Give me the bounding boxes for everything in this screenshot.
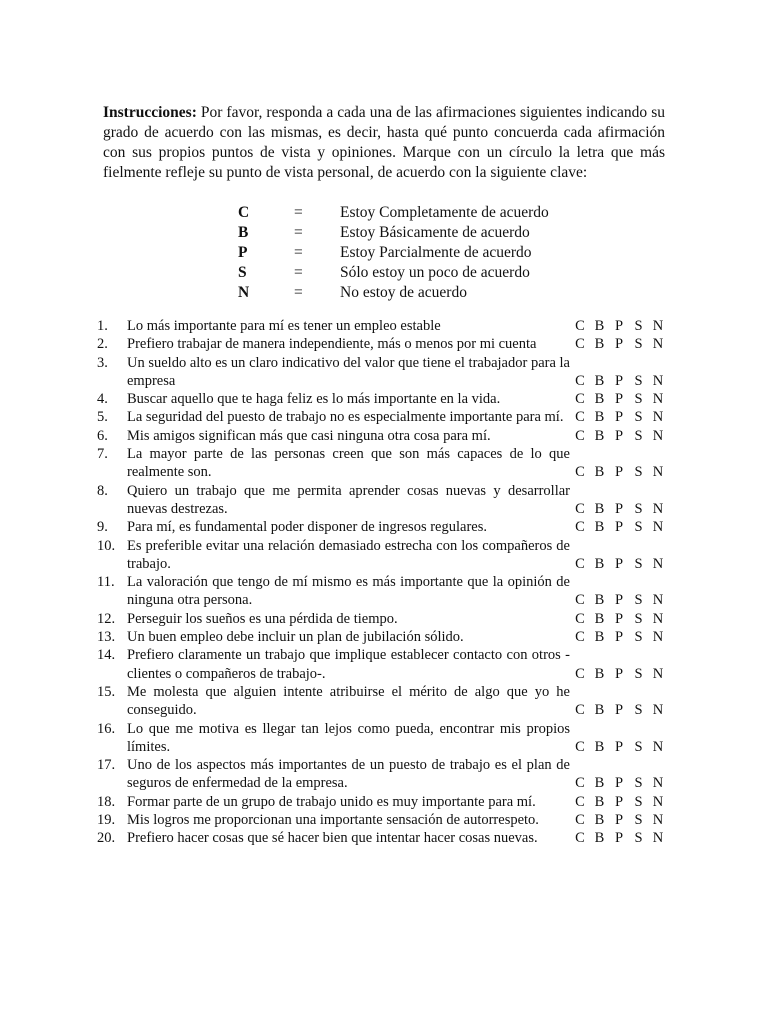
- key-definition: No estoy de acuerdo: [340, 284, 467, 301]
- option-s[interactable]: S: [634, 318, 643, 334]
- option-s[interactable]: S: [634, 372, 643, 389]
- list-item: [97, 610, 665, 628]
- option-n[interactable]: N: [652, 555, 664, 572]
- option-s[interactable]: S: [634, 427, 643, 444]
- option-s[interactable]: S: [634, 592, 643, 609]
- option-c[interactable]: C: [575, 830, 585, 847]
- option-p[interactable]: P: [614, 464, 624, 481]
- key-equals: =: [294, 224, 303, 241]
- item-number: 17.: [97, 757, 116, 774]
- item-number: 2.: [97, 336, 108, 353]
- option-p[interactable]: P: [614, 427, 624, 444]
- answer-options: [573, 335, 665, 353]
- item-text: Perseguir los sueños es una pérdida de tiempo.: [127, 610, 398, 627]
- key-row: [238, 263, 578, 283]
- answer-options: [573, 811, 665, 829]
- option-b[interactable]: B: [594, 812, 605, 829]
- option-n[interactable]: N: [652, 519, 664, 536]
- key-row: [238, 243, 578, 263]
- item-text: Buscar aquello que te haga feliz es lo más importante en la vida.: [127, 391, 501, 408]
- option-b[interactable]: B: [594, 464, 605, 481]
- option-p[interactable]: P: [614, 793, 624, 810]
- option-n[interactable]: N: [652, 702, 664, 719]
- questionnaire-page: [97, 103, 665, 847]
- option-p[interactable]: P: [614, 391, 624, 408]
- option-b[interactable]: B: [594, 629, 605, 646]
- item-number: 14.: [97, 647, 116, 664]
- item-text: Un buen empleo debe incluir un plan de jubilación sólido.: [127, 629, 464, 646]
- option-c[interactable]: C: [575, 812, 585, 829]
- option-s[interactable]: S: [634, 500, 643, 517]
- option-p[interactable]: P: [614, 738, 624, 755]
- key-letter: B: [238, 224, 249, 241]
- item-number: 11.: [97, 574, 115, 591]
- option-b[interactable]: B: [594, 592, 605, 609]
- option-b[interactable]: B: [594, 500, 605, 517]
- item-text: Un sueldo alto es un claro indicativo del valor que tiene el trabajador para la empresa: [127, 354, 570, 389]
- option-b[interactable]: B: [594, 775, 605, 792]
- item-text: Es preferible evitar una relación demasiado estrecha con los compañeros de trabajo.: [127, 537, 570, 572]
- option-s[interactable]: S: [634, 665, 643, 682]
- answer-options: [573, 427, 665, 445]
- item-text: Mis logros me proporcionan una importante sensación de autorrespeto.: [127, 812, 539, 829]
- list-item: [97, 720, 665, 757]
- option-p[interactable]: P: [614, 610, 624, 627]
- item-number: 16.: [97, 720, 116, 737]
- answer-options: [573, 390, 665, 408]
- answer-options: [573, 555, 665, 573]
- option-b[interactable]: B: [594, 555, 605, 572]
- list-item: [97, 445, 665, 482]
- item-number: 13.: [97, 629, 116, 646]
- option-s[interactable]: S: [634, 775, 643, 792]
- option-s[interactable]: S: [634, 610, 643, 627]
- key-row: [238, 283, 578, 303]
- option-b[interactable]: B: [594, 793, 605, 810]
- option-p[interactable]: P: [614, 318, 624, 334]
- item-number: 6.: [97, 427, 108, 444]
- item-text: Mis amigos significan más que casi ninguna otra cosa para mí.: [127, 427, 491, 444]
- option-n[interactable]: N: [652, 318, 664, 334]
- list-item: [97, 793, 665, 811]
- answer-options: [573, 628, 665, 646]
- key-equals: =: [294, 284, 303, 301]
- item-text: Para mí, es fundamental poder disponer de ingresos regulares.: [127, 519, 487, 536]
- answer-options: [573, 317, 665, 335]
- option-p[interactable]: P: [614, 500, 624, 517]
- list-item: [97, 427, 665, 445]
- item-text: Lo que me motiva es llegar tan lejos como pueda, encontrar mis propios límites.: [127, 720, 570, 755]
- key-row: [238, 203, 578, 223]
- option-n[interactable]: N: [652, 793, 664, 810]
- option-s[interactable]: S: [634, 629, 643, 646]
- option-p[interactable]: P: [614, 812, 624, 829]
- key-equals: =: [294, 244, 303, 261]
- option-p[interactable]: P: [614, 592, 624, 609]
- key-definition: Estoy Básicamente de acuerdo: [340, 224, 530, 241]
- option-s[interactable]: S: [634, 391, 643, 408]
- option-n[interactable]: N: [652, 830, 664, 847]
- option-s[interactable]: S: [634, 738, 643, 755]
- option-n[interactable]: N: [652, 464, 664, 481]
- option-n[interactable]: N: [652, 738, 664, 755]
- answer-options: [573, 463, 665, 481]
- answer-options: [573, 591, 665, 609]
- item-text: Uno de los aspectos más importantes de un puesto de trabajo es el plan de seguros de enfermedad de la empresa.: [127, 757, 570, 792]
- key-definition: Estoy Completamente de acuerdo: [340, 204, 549, 221]
- option-c[interactable]: C: [575, 372, 585, 389]
- option-b[interactable]: B: [594, 610, 605, 627]
- key-definition: Estoy Parcialmente de acuerdo: [340, 244, 532, 261]
- option-c[interactable]: C: [575, 555, 585, 572]
- answer-options: [573, 518, 665, 536]
- option-s[interactable]: S: [634, 793, 643, 810]
- option-b[interactable]: B: [594, 336, 605, 353]
- item-text: La mayor parte de las personas creen que son más capaces de lo que realmente son.: [127, 446, 570, 481]
- instructions-label: Instrucciones:: [103, 104, 197, 121]
- option-n[interactable]: N: [652, 629, 664, 646]
- answer-key: [238, 203, 578, 303]
- item-number: 15.: [97, 683, 116, 700]
- item-text: La valoración que tengo de mí mismo es más importante que la opinión de ninguna otra persona.: [127, 574, 570, 609]
- item-number: 8.: [97, 482, 108, 499]
- item-number: 20.: [97, 830, 116, 847]
- option-s[interactable]: S: [634, 464, 643, 481]
- answer-options: [573, 829, 665, 847]
- option-b[interactable]: B: [594, 830, 605, 847]
- option-c[interactable]: C: [575, 629, 585, 646]
- answer-options: [573, 793, 665, 811]
- option-n[interactable]: N: [652, 427, 664, 444]
- option-p[interactable]: P: [614, 336, 624, 353]
- key-letter: P: [238, 244, 248, 261]
- option-p[interactable]: P: [614, 372, 624, 389]
- option-c[interactable]: C: [575, 427, 585, 444]
- list-item: [97, 573, 665, 610]
- option-c[interactable]: C: [575, 464, 585, 481]
- instructions-paragraph: [103, 103, 665, 183]
- list-item: [97, 756, 665, 793]
- option-c[interactable]: C: [575, 665, 585, 682]
- item-number: 7.: [97, 446, 108, 463]
- list-item: [97, 390, 665, 408]
- item-number: 19.: [97, 812, 116, 829]
- option-b[interactable]: B: [594, 519, 605, 536]
- item-text: Prefiero hacer cosas que sé hacer bien que intentar hacer cosas nuevas.: [127, 830, 538, 847]
- option-n[interactable]: N: [652, 610, 664, 627]
- key-row: [238, 223, 578, 243]
- option-c[interactable]: C: [575, 775, 585, 792]
- list-item: [97, 408, 665, 426]
- answer-options: [573, 738, 665, 756]
- list-item: [97, 683, 665, 720]
- answer-options: [573, 500, 665, 518]
- option-s[interactable]: S: [634, 702, 643, 719]
- list-item: [97, 537, 665, 574]
- option-n[interactable]: N: [652, 500, 664, 517]
- option-b[interactable]: B: [594, 665, 605, 682]
- option-b[interactable]: B: [594, 391, 605, 408]
- item-text: Me molesta que alguien intente atribuirse el mérito de algo que yo he conseguido.: [127, 683, 570, 719]
- list-item: [97, 354, 665, 391]
- answer-options: [573, 665, 665, 683]
- answer-options: [573, 774, 665, 792]
- option-n[interactable]: N: [652, 391, 664, 408]
- option-s[interactable]: S: [634, 555, 643, 572]
- item-number: 1.: [97, 318, 108, 334]
- item-text: Formar parte de un grupo de trabajo unido es muy importante para mí.: [127, 793, 536, 810]
- option-p[interactable]: P: [614, 665, 624, 682]
- item-number: 10.: [97, 537, 116, 554]
- option-s[interactable]: S: [634, 409, 643, 426]
- key-equals: =: [294, 204, 303, 221]
- item-text: Prefiero trabajar de manera independiente, más o menos por mi cuenta: [127, 336, 537, 353]
- list-item: [97, 829, 665, 847]
- item-list: [97, 317, 665, 848]
- item-text: Prefiero claramente un trabajo que implique establecer contacto con otros - clientes o compañeros de trabajo-.: [127, 647, 570, 682]
- answer-options: [573, 610, 665, 628]
- answer-options: [573, 701, 665, 719]
- key-equals: =: [294, 264, 303, 281]
- option-n[interactable]: N: [652, 775, 664, 792]
- option-c[interactable]: C: [575, 500, 585, 517]
- option-b[interactable]: B: [594, 427, 605, 444]
- option-c[interactable]: C: [575, 409, 585, 426]
- answer-options: [573, 372, 665, 390]
- option-c[interactable]: C: [575, 336, 585, 353]
- option-p[interactable]: P: [614, 519, 624, 536]
- option-c[interactable]: C: [575, 793, 585, 810]
- option-c[interactable]: C: [575, 318, 585, 334]
- item-number: 4.: [97, 391, 108, 408]
- key-letter: S: [238, 264, 247, 281]
- item-number: 3.: [97, 354, 108, 371]
- option-p[interactable]: P: [614, 775, 624, 792]
- option-s[interactable]: S: [634, 812, 643, 829]
- item-text: Quiero un trabajo que me permita aprender cosas nuevas y desarrollar nuevas destrezas.: [127, 482, 570, 517]
- list-item: [97, 317, 665, 335]
- list-item: [97, 335, 665, 353]
- list-item: [97, 482, 665, 519]
- option-b[interactable]: B: [594, 738, 605, 755]
- option-p[interactable]: P: [614, 702, 624, 719]
- option-n[interactable]: N: [652, 372, 664, 389]
- list-item: [97, 628, 665, 646]
- option-c[interactable]: C: [575, 738, 585, 755]
- option-n[interactable]: N: [652, 812, 664, 829]
- instructions-text: Por favor, responda a cada una de las afirmaciones siguientes indicando su grado de acuerdo con las mismas, es decir, hasta qué punto concuerda cada afirmación con sus propios puntos de vista y opiniones. Marque con un círculo la letra que más fielmente refleje su punto de vista personal, de acuerdo con la siguiente clave:: [103, 104, 665, 181]
- item-number: 9.: [97, 519, 108, 536]
- item-text: Lo más importante para mí es tener un empleo estable: [127, 318, 441, 334]
- option-b[interactable]: B: [594, 372, 605, 389]
- list-item: [97, 646, 665, 683]
- option-c[interactable]: C: [575, 610, 585, 627]
- option-n[interactable]: N: [652, 336, 664, 353]
- option-b[interactable]: B: [594, 318, 605, 334]
- option-s[interactable]: S: [634, 830, 643, 847]
- option-n[interactable]: N: [652, 409, 664, 426]
- option-n[interactable]: N: [652, 592, 664, 609]
- answer-options: [573, 408, 665, 426]
- option-c[interactable]: C: [575, 519, 585, 536]
- option-p[interactable]: P: [614, 555, 624, 572]
- option-b[interactable]: B: [594, 702, 605, 719]
- option-c[interactable]: C: [575, 702, 585, 719]
- list-item: [97, 518, 665, 536]
- key-letter: C: [238, 204, 250, 221]
- option-s[interactable]: S: [634, 519, 643, 536]
- item-text: La seguridad del puesto de trabajo no es especialmente importante para mí.: [127, 409, 564, 426]
- item-number: 18.: [97, 793, 116, 810]
- option-p[interactable]: P: [614, 629, 624, 646]
- option-p[interactable]: P: [614, 830, 624, 847]
- list-item: [97, 811, 665, 829]
- key-definition: Sólo estoy un poco de acuerdo: [340, 264, 530, 281]
- option-c[interactable]: C: [575, 391, 585, 408]
- option-b[interactable]: B: [594, 409, 605, 426]
- key-letter: N: [238, 284, 250, 301]
- item-number: 5.: [97, 409, 108, 426]
- option-c[interactable]: C: [575, 592, 585, 609]
- option-n[interactable]: N: [652, 665, 664, 682]
- option-s[interactable]: S: [634, 336, 643, 353]
- option-p[interactable]: P: [614, 409, 624, 426]
- item-number: 12.: [97, 610, 116, 627]
